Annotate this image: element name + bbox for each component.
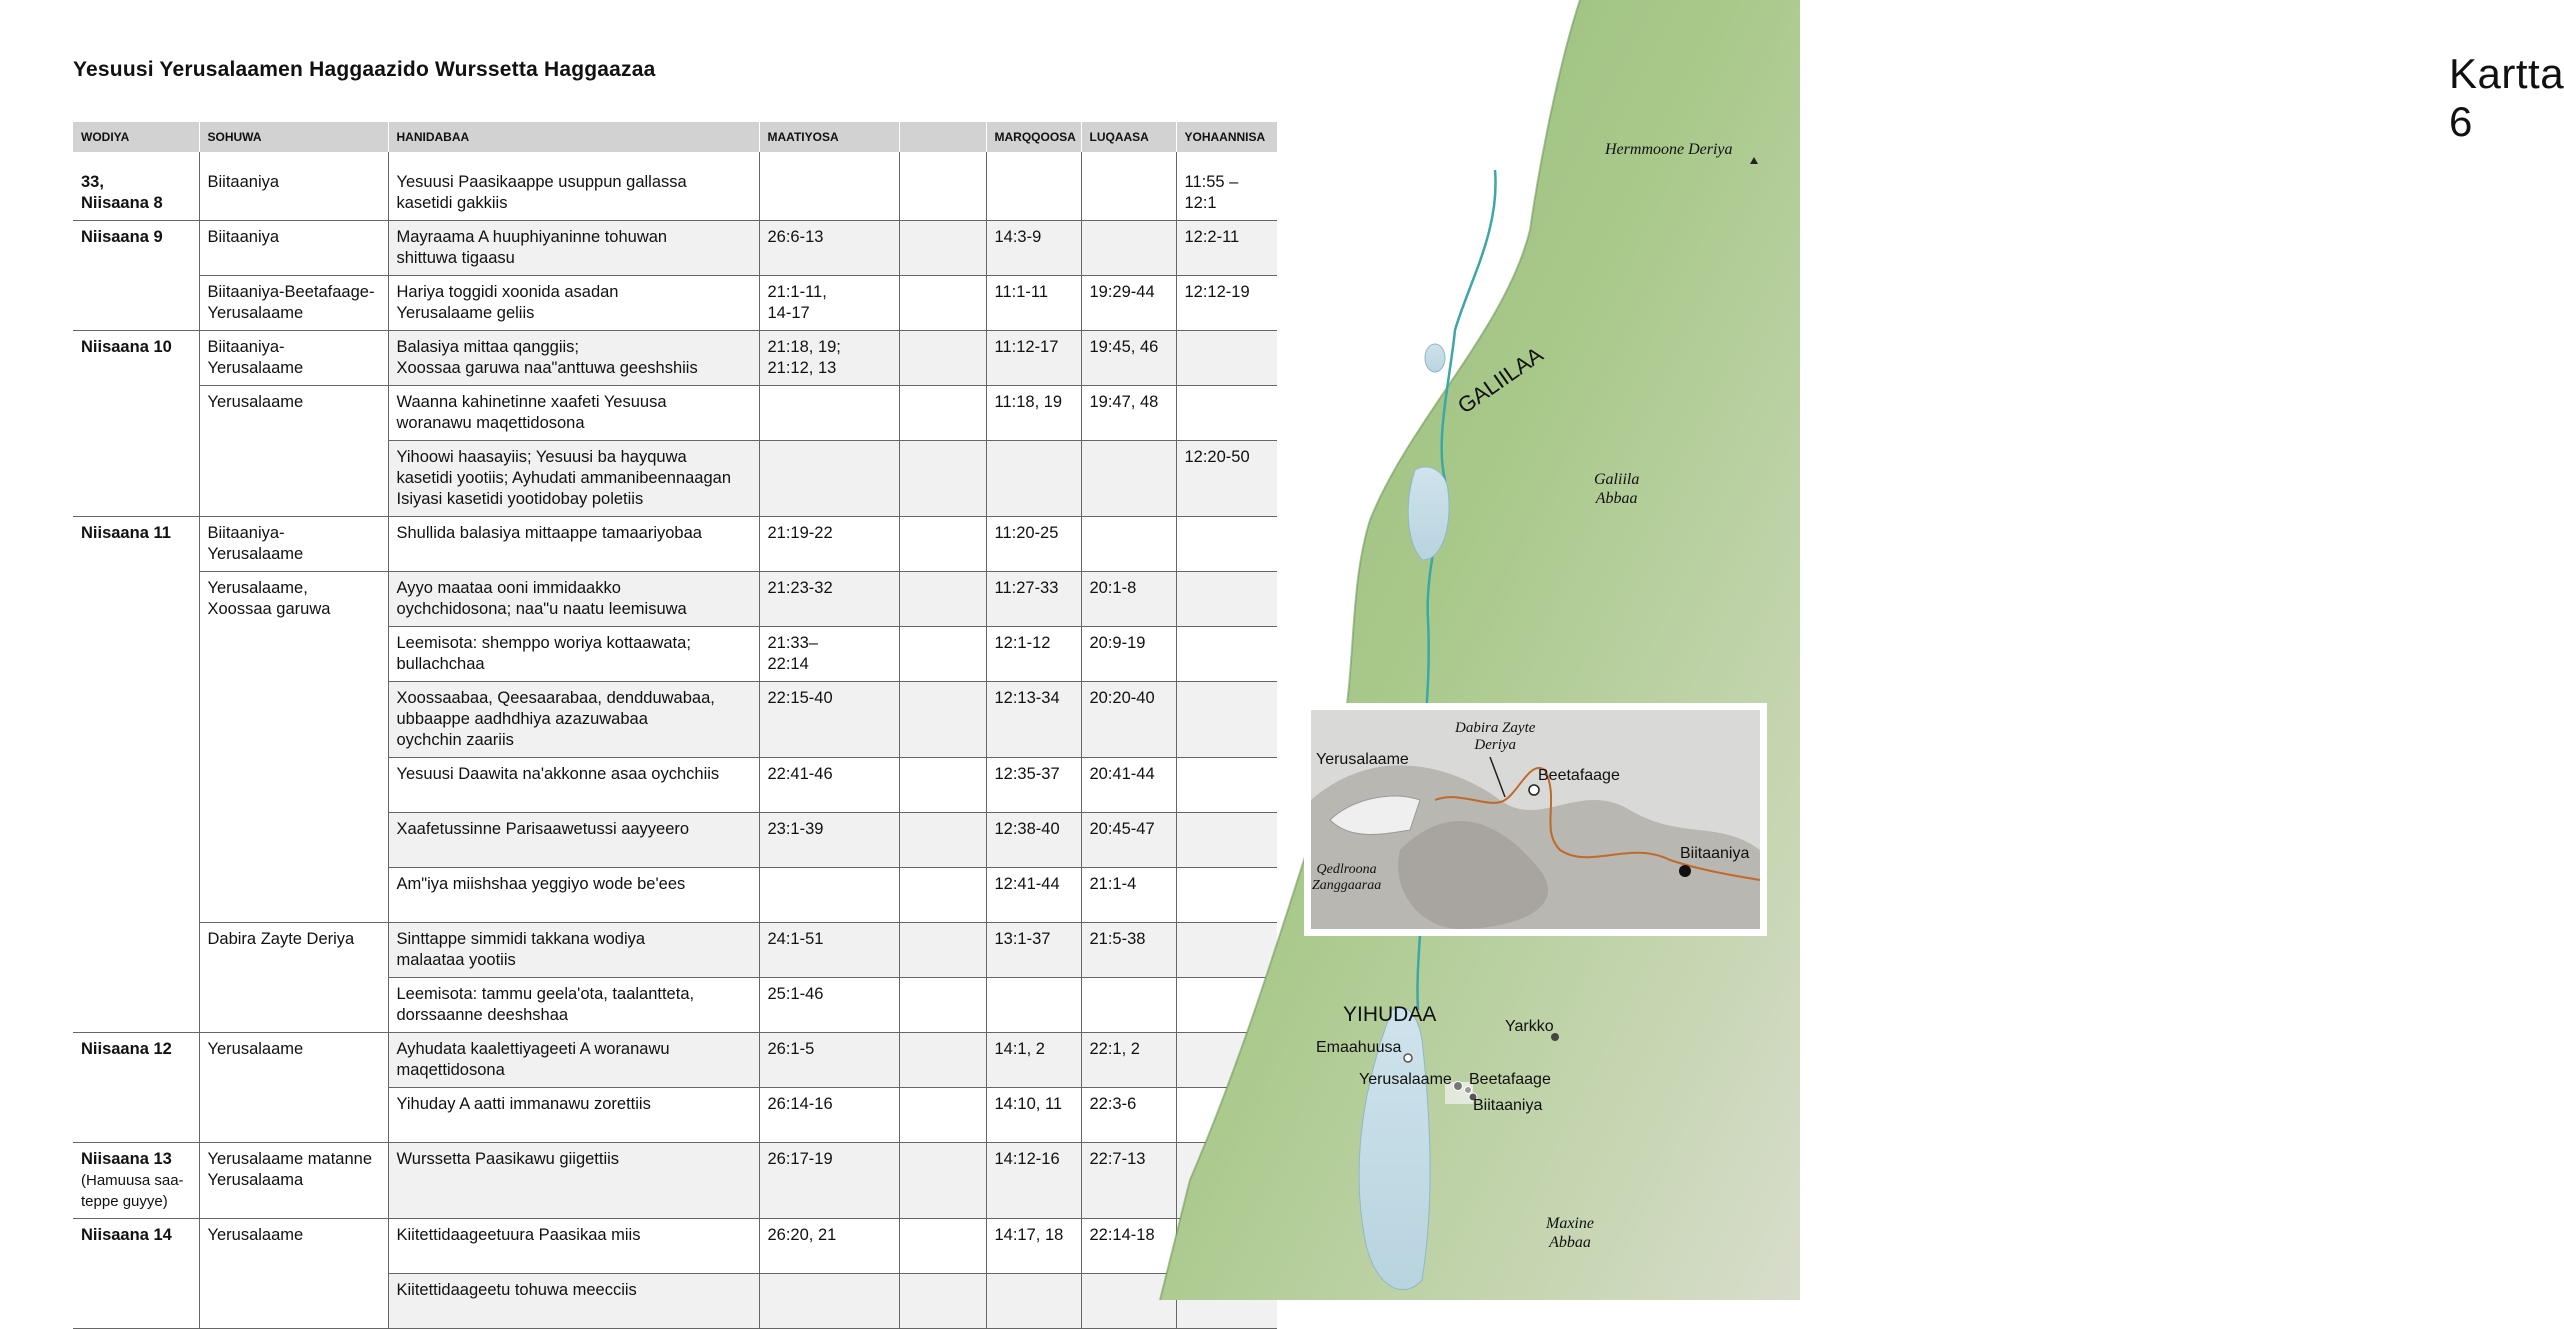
empty-cell xyxy=(899,166,986,221)
event-cell: Yihuday A aatti immanawu zorettiis xyxy=(388,1088,759,1143)
empty-cell xyxy=(899,221,986,276)
date-cell xyxy=(73,441,199,517)
lk-cell: 22:3-6 xyxy=(1081,1088,1176,1143)
event-cell: Balasiya mittaa qanggiis; Xoossaa garuwa naa"anttuwa geeshshiis xyxy=(388,331,759,386)
place-cell xyxy=(199,441,388,517)
table-row xyxy=(73,517,1277,572)
label-dead-sea: Maxine Abbaa xyxy=(1546,1215,1594,1251)
place-cell xyxy=(199,868,388,923)
place-cell: Biitaaniya-Beetafaage- Yerusalaame xyxy=(199,276,388,331)
mk-cell: 12:1-12 xyxy=(986,627,1081,682)
label-bethany: Biitaaniya xyxy=(1473,1097,1543,1114)
mt-cell xyxy=(759,868,899,923)
place-cell xyxy=(199,1088,388,1143)
mt-cell: 26:6-13 xyxy=(759,221,899,276)
date-text: Niisaana 14 xyxy=(81,1226,172,1244)
lake-hula xyxy=(1425,344,1445,372)
event-cell: Leemisota: shemppo woriya kottaawata; bullachchaa xyxy=(388,627,759,682)
table-row xyxy=(73,386,1277,441)
date-cell xyxy=(73,758,199,813)
empty-cell xyxy=(899,331,986,386)
event-cell: Waanna kahinetinne xaafeti Yesuusa woranawu maqettidosona xyxy=(388,386,759,441)
empty-cell xyxy=(899,868,986,923)
mt-cell: 21:33– 22:14 xyxy=(759,627,899,682)
empty-cell xyxy=(899,517,986,572)
empty-cell xyxy=(899,441,986,517)
place-cell: Biitaaniya-Yerusalaame xyxy=(199,517,388,572)
jn-cell: 12:12-19 xyxy=(1176,276,1277,331)
inset-bethphage-marker xyxy=(1529,785,1539,795)
mt-cell: 26:20, 21 xyxy=(759,1219,899,1274)
jerusalem-marker xyxy=(1454,1082,1463,1091)
mt-cell: 21:23-32 xyxy=(759,572,899,627)
lk-cell: 22:14-18 xyxy=(1081,1219,1176,1274)
date-text: Niisaana 11 xyxy=(81,524,171,542)
empty-cell xyxy=(899,386,986,441)
empty-cell xyxy=(899,978,986,1033)
table-row xyxy=(73,276,1277,331)
event-cell: Ayyo maataa ooni immidaakko oychchidosona; naa"u naatu leemisuwa xyxy=(388,572,759,627)
mk-cell: 14:3-9 xyxy=(986,221,1081,276)
header-spacer xyxy=(73,152,1277,166)
mk-cell: 11:12-17 xyxy=(986,331,1081,386)
place-cell: Yerusalaame xyxy=(199,1033,388,1088)
date-cell xyxy=(73,276,199,331)
date-cell xyxy=(73,1143,199,1219)
jn-cell: 12:2-11 xyxy=(1176,221,1277,276)
mk-cell: 11:18, 19 xyxy=(986,386,1081,441)
col-header xyxy=(899,122,986,152)
date-cell xyxy=(73,572,199,627)
col-header: HANIDABAA xyxy=(388,122,759,152)
place-cell xyxy=(199,627,388,682)
inset-label-jerusalem: Yerusalaame xyxy=(1316,751,1409,768)
table-row xyxy=(73,868,1277,923)
place-cell: Yerusalaame xyxy=(199,386,388,441)
table-row xyxy=(73,1219,1277,1274)
empty-cell xyxy=(899,1219,986,1274)
event-cell: Am"iya miishshaa yeggiyo wode be'ees xyxy=(388,868,759,923)
table-row xyxy=(73,627,1277,682)
place-cell: Dabira Zayte Deriya xyxy=(199,923,388,978)
label-galilee: GALIILAA xyxy=(1453,341,1548,419)
inset-map xyxy=(1304,703,1767,936)
mt-cell xyxy=(759,441,899,517)
mk-cell: 12:13-34 xyxy=(986,682,1081,758)
place-cell: Yerusalaame xyxy=(199,1219,388,1274)
date-cell xyxy=(73,627,199,682)
map-panel xyxy=(1160,0,2564,1300)
inset-bethany-marker xyxy=(1679,865,1691,877)
place-cell: Biitaaniya xyxy=(199,221,388,276)
empty-cell xyxy=(899,923,986,978)
mk-cell: 13:1-37 xyxy=(986,923,1081,978)
date-cell xyxy=(73,1033,199,1088)
mk-cell: 12:35-37 xyxy=(986,758,1081,813)
table-row xyxy=(73,1143,1277,1219)
label-emmaus: Emaahuusa xyxy=(1316,1039,1402,1056)
mt-cell: 21:1-11, 14-17 xyxy=(759,276,899,331)
mk-cell: 11:1-11 xyxy=(986,276,1081,331)
mk-cell: 11:20-25 xyxy=(986,517,1081,572)
event-cell: Yesuusi Daawita na'akkonne asaa oychchiis xyxy=(388,758,759,813)
date-cell xyxy=(73,1274,199,1329)
lk-cell: 20:41-44 xyxy=(1081,758,1176,813)
mk-cell: 14:17, 18 xyxy=(986,1219,1081,1274)
lk-cell: 20:20-40 xyxy=(1081,682,1176,758)
table-row xyxy=(73,1274,1277,1329)
event-cell: Xoossaabaa, Qeesaarabaa, dendduwabaa, ubbaappe aadhdhiya azazuwabaa oychchin zaariis xyxy=(388,682,759,758)
table-row xyxy=(73,758,1277,813)
mt-cell: 24:1-51 xyxy=(759,923,899,978)
col-header: MAATIYOSA xyxy=(759,122,899,152)
lk-cell: 21:1-4 xyxy=(1081,868,1176,923)
mk-cell xyxy=(986,441,1081,517)
empty-cell xyxy=(899,1274,986,1329)
event-cell: Leemisota: tammu geela'ota, taalantteta, dorssaanne deeshshaa xyxy=(388,978,759,1033)
date-cell xyxy=(73,1088,199,1143)
place-cell xyxy=(199,758,388,813)
date-cell xyxy=(73,868,199,923)
event-cell: Sinttappe simmidi takkana wodiya malaataa yootiis xyxy=(388,923,759,978)
empty-cell xyxy=(899,758,986,813)
empty-cell xyxy=(899,572,986,627)
document-page xyxy=(0,0,1300,1300)
label-jerusalem: Yerusalaame xyxy=(1359,1071,1452,1088)
mt-cell: 21:18, 19; 21:12, 13 xyxy=(759,331,899,386)
event-cell: Yesuusi Paasikaappe usuppun gallassa kasetidi gakkiis xyxy=(388,166,759,221)
table-row xyxy=(73,221,1277,276)
table-row xyxy=(73,572,1277,627)
lk-cell: 19:29-44 xyxy=(1081,276,1176,331)
col-header: SOHUWA xyxy=(199,122,388,152)
date-cell xyxy=(73,1219,199,1274)
date-cell xyxy=(73,923,199,978)
empty-cell xyxy=(899,682,986,758)
mk-cell xyxy=(986,978,1081,1033)
table-row xyxy=(73,978,1277,1033)
mk-cell xyxy=(986,166,1081,221)
jn-cell: 11:55 – 12:1 xyxy=(1176,166,1277,221)
mk-cell: 12:38-40 xyxy=(986,813,1081,868)
table-row xyxy=(73,813,1277,868)
mk-cell: 14:12-16 xyxy=(986,1143,1081,1219)
place-cell xyxy=(199,1274,388,1329)
mt-cell: 21:19-22 xyxy=(759,517,899,572)
empty-cell xyxy=(899,1143,986,1219)
col-header: WODIYA xyxy=(73,122,199,152)
date-cell xyxy=(73,331,199,386)
date-note: (Hamuusa saa- teppe guyye) xyxy=(81,1172,184,1210)
table-row xyxy=(73,441,1277,517)
date-cell xyxy=(73,166,199,221)
empty-cell xyxy=(899,813,986,868)
mt-cell xyxy=(759,166,899,221)
date-cell xyxy=(73,386,199,441)
date-text: Niisaana 9 xyxy=(81,228,163,246)
mt-cell: 22:15-40 xyxy=(759,682,899,758)
date-cell xyxy=(73,517,199,572)
date-cell xyxy=(73,682,199,758)
lk-cell: 20:1-8 xyxy=(1081,572,1176,627)
place-cell: Biitaaniya xyxy=(199,166,388,221)
table-row xyxy=(73,166,1277,221)
place-cell: Yerusalaame matanne Yerusalaama xyxy=(199,1143,388,1219)
mt-cell: 26:17-19 xyxy=(759,1143,899,1219)
col-header: LUQAASA xyxy=(1081,122,1176,152)
col-header: MARQQOOSA xyxy=(986,122,1081,152)
label-bethphage: Beetafaage xyxy=(1469,1071,1551,1088)
event-cell: Kiitettidaageetuura Paasikaa miis xyxy=(388,1219,759,1274)
table-row xyxy=(73,682,1277,758)
mt-cell: 26:1-5 xyxy=(759,1033,899,1088)
mk-cell: 14:10, 11 xyxy=(986,1088,1081,1143)
event-cell: Hariya toggidi xoonida asadan Yerusalaame geliis xyxy=(388,276,759,331)
lk-cell: 19:47, 48 xyxy=(1081,386,1176,441)
place-cell xyxy=(199,813,388,868)
event-cell: Mayraama A huuphiyaninne tohuwan shittuwa tigaasu xyxy=(388,221,759,276)
table-row xyxy=(73,331,1277,386)
date-cell xyxy=(73,813,199,868)
lk-cell: 20:9-19 xyxy=(1081,627,1176,682)
empty-cell xyxy=(899,1088,986,1143)
schedule-table xyxy=(73,122,1277,1329)
map-title: Kartta 6 xyxy=(2449,50,2564,145)
date-text: Niisaana 12 xyxy=(81,1040,172,1058)
lk-cell: 19:45, 46 xyxy=(1081,331,1176,386)
empty-cell xyxy=(899,276,986,331)
date-text: Niisaana 10 xyxy=(81,338,172,356)
mt-cell: 25:1-46 xyxy=(759,978,899,1033)
inset-label-bethany: Biitaaniya xyxy=(1680,845,1750,862)
event-cell: Ayhudata kaalettiyageeti A woranawu maqettidosona xyxy=(388,1033,759,1088)
event-cell: Wurssetta Paasikawu giigettiis xyxy=(388,1143,759,1219)
place-cell: Biitaaniya- Yerusalaame xyxy=(199,331,388,386)
empty-cell xyxy=(899,1033,986,1088)
label-sea-of-galilee: Galiila Abbaa xyxy=(1594,471,1640,507)
page-title: Yesuusi Yerusalaamen Haggaazido Wurssetta Haggaazaa xyxy=(73,58,656,81)
label-jericho: Yarkko xyxy=(1505,1018,1554,1035)
lk-cell: 22:1, 2 xyxy=(1081,1033,1176,1088)
lk-cell: 22:7-13 xyxy=(1081,1143,1176,1219)
table-row xyxy=(73,923,1277,978)
inset-label-bethphage: Beetafaage xyxy=(1538,767,1620,784)
table-header xyxy=(73,122,1277,152)
emmaus-marker xyxy=(1404,1054,1412,1062)
mk-cell xyxy=(986,1274,1081,1329)
mt-cell xyxy=(759,386,899,441)
table-row xyxy=(73,1088,1277,1143)
mk-cell: 14:1, 2 xyxy=(986,1033,1081,1088)
lk-cell: 21:5-38 xyxy=(1081,923,1176,978)
place-cell xyxy=(199,682,388,758)
mk-cell: 11:27-33 xyxy=(986,572,1081,627)
inset-label-olives: Dabira Zayte Deriya xyxy=(1455,720,1536,753)
label-judea: YIHUDAA xyxy=(1343,1003,1437,1026)
empty-cell xyxy=(899,627,986,682)
mt-cell: 23:1-39 xyxy=(759,813,899,868)
lk-cell: 20:45-47 xyxy=(1081,813,1176,868)
label-hermon: Hermmoone Deriya xyxy=(1605,141,1733,158)
table-row xyxy=(73,1033,1277,1088)
mt-cell: 22:41-46 xyxy=(759,758,899,813)
date-text: 33, Niisaana 8 xyxy=(81,173,163,212)
date-cell xyxy=(73,978,199,1033)
col-header: YOHAANNISA xyxy=(1176,122,1277,152)
mk-cell: 12:41-44 xyxy=(986,868,1081,923)
event-cell: Shullida balasiya mittaappe tamaariyobaa xyxy=(388,517,759,572)
place-cell xyxy=(199,978,388,1033)
inset-label-kidron: Qedlroona Zanggaaraa xyxy=(1312,862,1382,893)
place-cell: Yerusalaame, Xoossaa garuwa xyxy=(199,572,388,627)
jn-cell: 12:20-50 xyxy=(1176,441,1277,517)
event-cell: Xaafetussinne Parisaawetussi aayyeero xyxy=(388,813,759,868)
date-text: Niisaana 13 xyxy=(81,1150,172,1168)
date-cell xyxy=(73,221,199,276)
event-cell: Kiitettidaageetu tohuwa meecciis xyxy=(388,1274,759,1329)
event-cell: Yihoowi haasayiis; Yesuusi ba hayquwa kasetidi yootiis; Ayhudati ammanibeennaagan Isiyasi kasetidi yootidobay poletiis xyxy=(388,441,759,517)
mt-cell xyxy=(759,1274,899,1329)
mt-cell: 26:14-16 xyxy=(759,1088,899,1143)
